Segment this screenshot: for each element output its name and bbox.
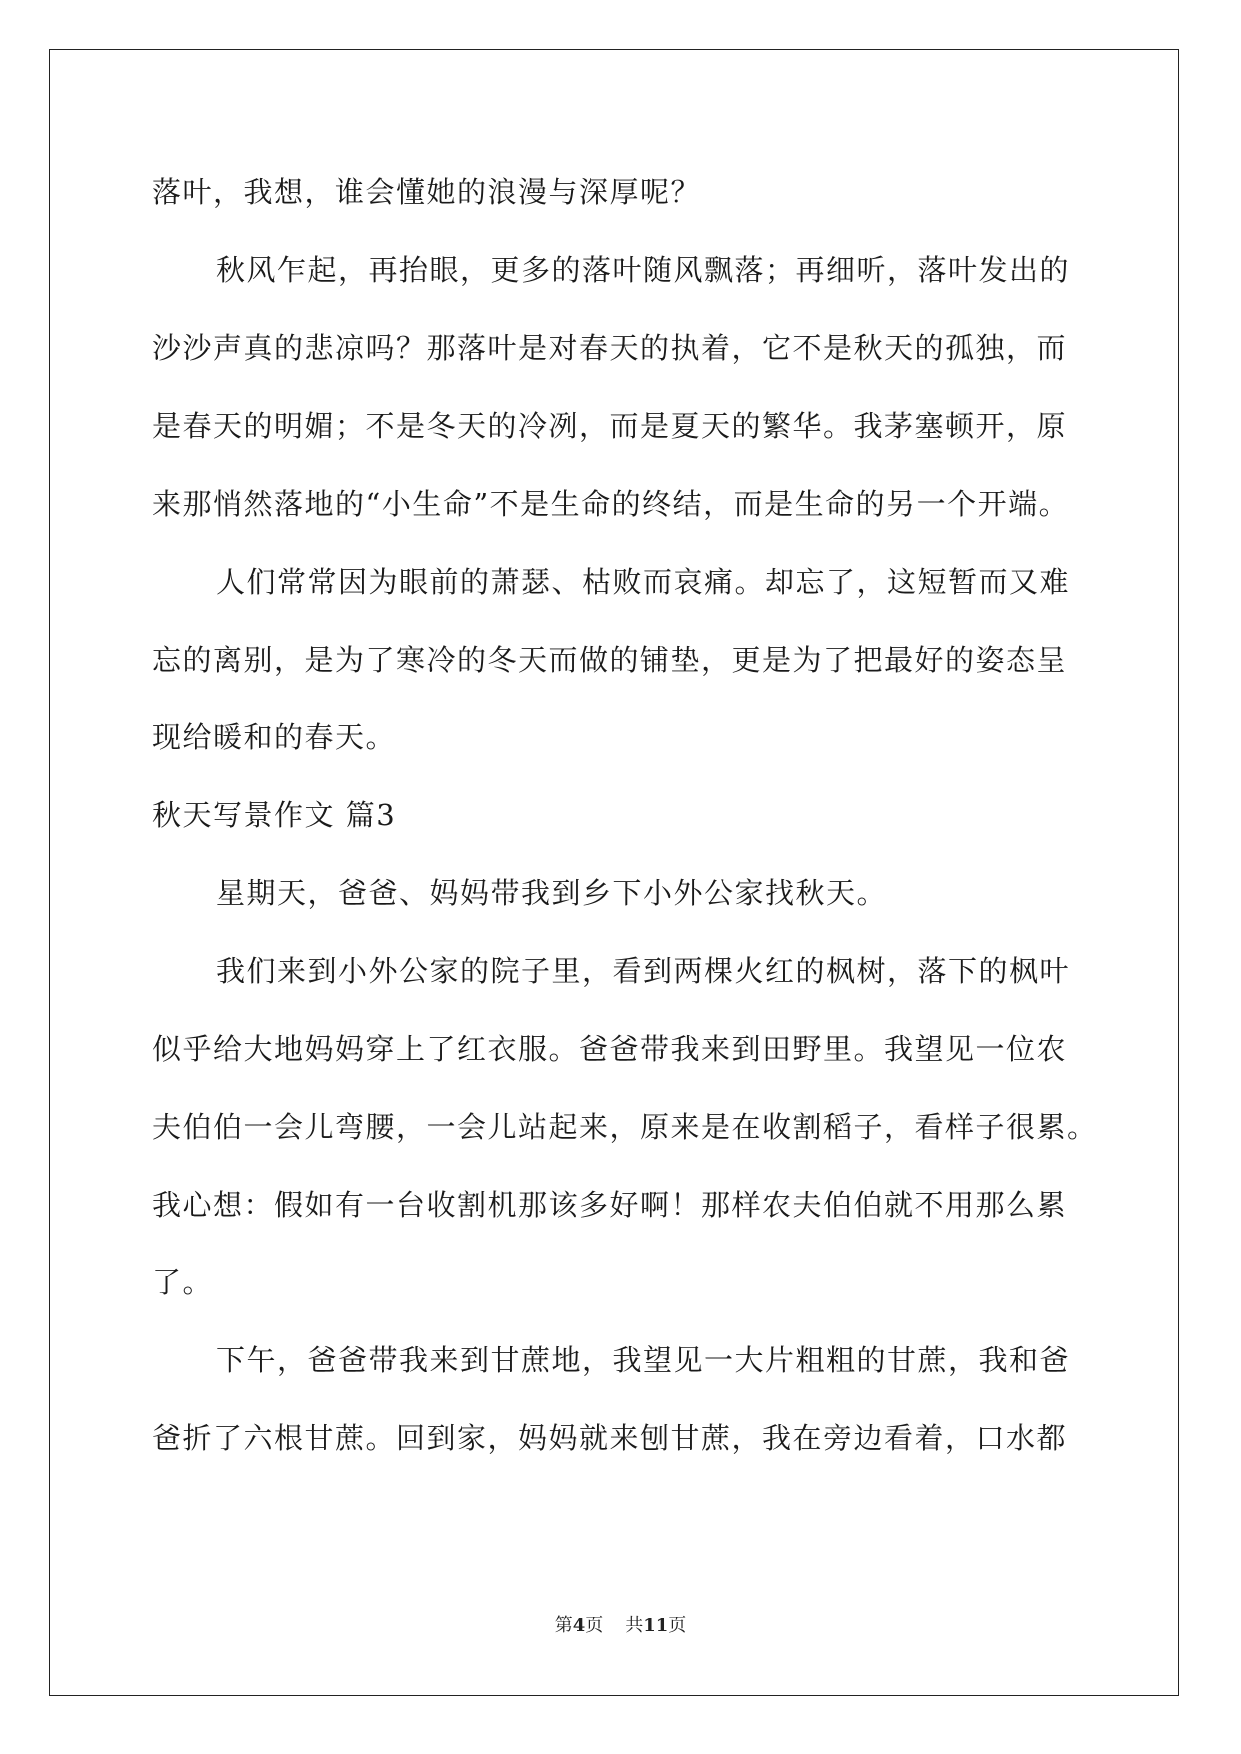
paragraph-line: 了。 — [152, 1265, 214, 1299]
paragraph-line: 来那悄然落地的“小生命”不是生命的终结，而是生命的另一个开端。 — [152, 487, 1070, 521]
total-pages: 11 — [643, 1615, 669, 1636]
paragraph-line: 是春天的明媚；不是冬天的冷冽，而是夏天的繁华。我茅塞顿开，原 — [152, 409, 1068, 443]
paragraph-line: 下午，爸爸带我来到甘蔗地，我望见一大片粗粗的甘蔗，我和爸 — [216, 1343, 1071, 1377]
paragraph-line: 夫伯伯一会儿弯腰，一会儿站起来，原来是在收割稻子，看样子很累。 — [152, 1110, 1098, 1144]
paragraph-line: 落叶，我想，谁会懂她的浪漫与深厚呢？ — [152, 175, 702, 209]
total-prefix: 共 — [625, 1615, 644, 1636]
paragraph-line: 现给暖和的春天。 — [152, 720, 397, 754]
page-number: 4 — [572, 1615, 586, 1636]
paragraph-line: 我们来到小外公家的院子里，看到两棵火红的枫树，落下的枫叶 — [216, 954, 1071, 988]
paragraph-line: 爸折了六根甘蔗。回到家，妈妈就来刨甘蔗，我在旁边看着，口水都 — [152, 1421, 1068, 1455]
paragraph-line: 秋风乍起，再抬眼，更多的落叶随风飘落；再细听，落叶发出的 — [216, 253, 1071, 287]
page-prefix: 第 — [554, 1615, 573, 1636]
section-heading: 秋天写景作文 篇3 — [152, 798, 397, 832]
paragraph-line: 我心想：假如有一台收割机那该多好啊！那样农夫伯伯就不用那么累 — [152, 1188, 1068, 1222]
paragraph-line: 似乎给大地妈妈穿上了红衣服。爸爸带我来到田野里。我望见一位农 — [152, 1032, 1068, 1066]
paragraph-line: 忘的离别，是为了寒冷的冬天而做的铺垫，更是为了把最好的姿态呈 — [152, 643, 1068, 677]
page-suffix: 页 — [585, 1615, 604, 1636]
total-suffix: 页 — [668, 1615, 687, 1636]
paragraph-line: 星期天，爸爸、妈妈带我到乡下小外公家找秋天。 — [216, 876, 888, 910]
paragraph-line: 人们常常因为眼前的萧瑟、枯败而哀痛。却忘了，这短暂而又难 — [216, 565, 1071, 599]
paragraph-line: 沙沙声真的悲凉吗？那落叶是对春天的执着，它不是秋天的孤独，而 — [152, 331, 1068, 365]
page-footer — [0, 1614, 1241, 1638]
